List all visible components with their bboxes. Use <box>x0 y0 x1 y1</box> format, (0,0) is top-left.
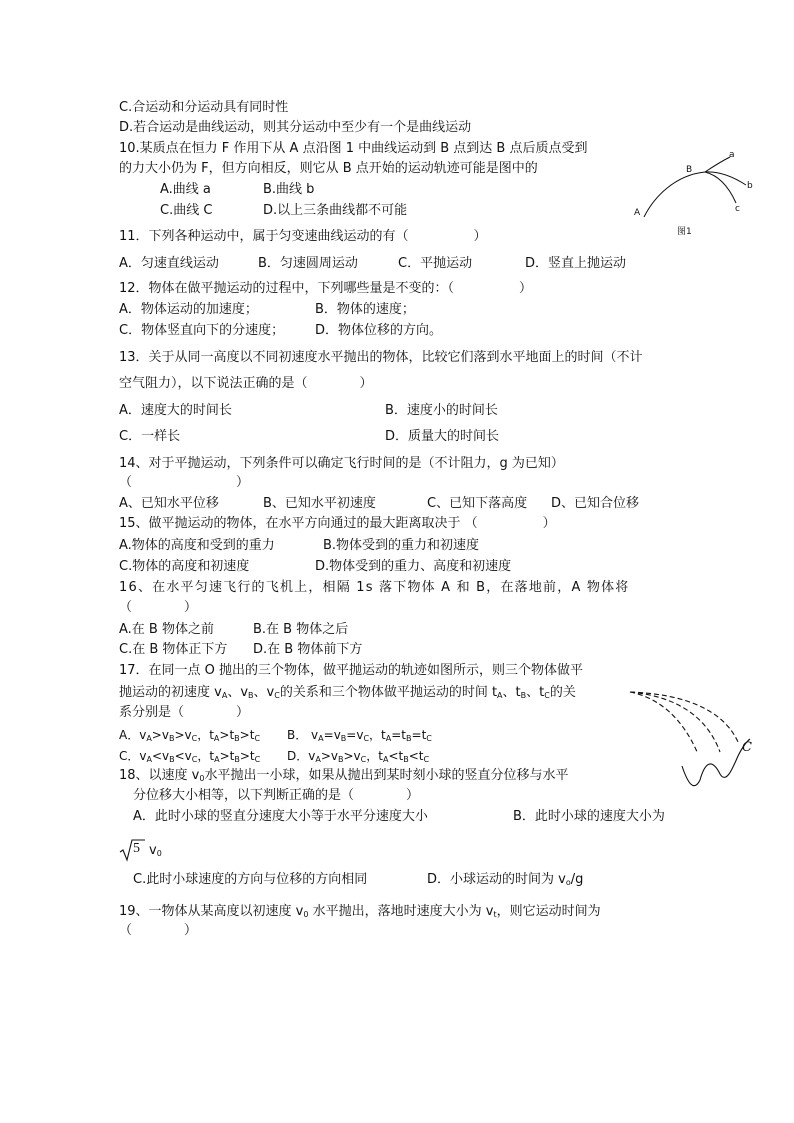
sqrt5-v0-expression <box>119 838 179 862</box>
q13-stem-2: 空气阻力），以下说法正确的是（ ） <box>119 376 373 391</box>
q17-stem-2: 抛运动的初速度 $v_A$、$v_B$、$v_C$的关系和三个物体做平抛运动的时间 $t_A$、$t_B$、$t_C$的关 <box>119 685 576 700</box>
q14-option-d: D、已知合位移 <box>551 496 640 511</box>
fig1-caption: 图1 <box>677 227 692 237</box>
q18-stem-2: 分位移大小相等，以下判断正确的是（ ） <box>133 788 420 803</box>
q15-option-d: D.物体受到的重力、高度和初速度 <box>315 559 512 574</box>
figure-1-curves <box>630 145 760 240</box>
q12-option-b: B．物体的速度； <box>315 302 415 317</box>
q19-blank: （ ） <box>119 923 198 938</box>
q17-option-d: D．$v_A>v_B>v_C$，$t_A<t_B<t_C$ <box>287 749 430 764</box>
q11-stem: 11．下列各种运动中，属于匀变速曲线运动的有（ ） <box>119 229 487 244</box>
q17-option-c: C．$v_A<v_B<v_C$，$t_A>t_B>t_C$ <box>119 749 261 764</box>
q15-option-b: B.物体受到的重力和初速度 <box>323 538 480 553</box>
q12-stem: 12．物体在做平抛运动的过程中，下列哪些量是不变的：（ ） <box>119 281 533 296</box>
q11-option-c: C．平抛运动 <box>398 256 473 271</box>
fig1-label-curve-c: c <box>735 204 740 214</box>
q10-option-a: A.曲线 a <box>160 182 211 197</box>
q17-option-a: A．$v_A>v_B>v_C$，$t_A>t_B>t_C$ <box>119 728 261 743</box>
q10-option-c: C.曲线 C <box>160 203 213 218</box>
q16-option-d: D.在 B 物体前下方 <box>253 642 363 657</box>
q13-option-c: C．一样长 <box>119 429 181 444</box>
q18-option-d: D．小球运动的时间为 $v_o/g$ <box>427 872 584 887</box>
q9-option-c: C.合运动和分运动具有同时性 <box>119 100 289 115</box>
fig1-label-curve-b: b <box>747 181 753 191</box>
q17-option-b: B． $v_A=v_B=v_C$，$t_A=t_B=t_C$ <box>287 728 432 743</box>
q19-stem: 19、一物体从某高度以初速度 $v_0$ 水平抛出，落地时速度大小为 $v_t$，则它运动时间为 <box>119 904 601 919</box>
q15-option-a: A.物体的高度和受到的重力 <box>119 538 275 553</box>
q18-option-c: C.此时小球速度的方向与位移的方向相同 <box>133 872 368 887</box>
figure-2-curves <box>628 684 758 794</box>
q16-option-b: B.在 B 物体之后 <box>253 622 349 637</box>
q10-option-d: D.以上三条曲线都不可能 <box>263 203 408 218</box>
q12-option-a: A．物体运动的加速度； <box>119 302 258 317</box>
q13-stem-1: 13．关于从同一高度以不同初速度水平抛出的物体，比较它们落到水平地面上的时间（不计 <box>119 350 643 365</box>
q14-stem: 14、对于平抛运动，下列条件可以确定飞行时间的是（不计阻力，g 为已知） <box>119 456 564 471</box>
q9-option-d: D.若合运动是曲线运动，则其分运动中至少有一个是曲线运动 <box>119 120 472 135</box>
q16-option-c: C.在 B 物体正下方 <box>119 642 228 657</box>
fig2-label-c: C <box>742 740 752 755</box>
q17-stem-1: 17．在同一点 O 抛出的三个物体，做平抛运动的轨迹如图所示，则三个物体做平 <box>119 663 584 678</box>
q13-option-a: A．速度大的时间长 <box>119 403 232 418</box>
q14-option-c: C、已知下落高度 <box>427 496 528 511</box>
sqrt-radicand: 5 <box>133 841 140 856</box>
q18-option-a: A．此时小球的竖直分速度大小等于水平分速度大小 <box>133 809 428 824</box>
q12-option-d: D．物体位移的方向。 <box>315 323 443 338</box>
q11-option-b: B．匀速圆周运动 <box>258 256 358 271</box>
v0-symbol: $v_0$ <box>149 843 162 858</box>
q15-stem: 15、做平抛运动的物体，在水平方向通过的最大距离取决于 （ ） <box>119 516 556 531</box>
q16-blank: （ ） <box>119 600 198 615</box>
q10-option-b: B.曲线 b <box>263 182 315 197</box>
q10-stem-1: 10.某质点在恒力 F 作用下从 A 点沿图 1 中曲线运动到 B 点到达 B 点后质点受到 <box>119 141 588 156</box>
q12-option-c: C．物体竖直向下的分速度； <box>119 323 285 338</box>
fig1-label-curve-a: a <box>729 150 735 160</box>
q17-stem-3: 系分别是（ ） <box>119 705 250 720</box>
q18-stem-1: 18、以速度 $v_0$水平抛出一小球，如果从抛出到某时刻小球的竖直分位移与水平 <box>119 768 569 783</box>
q14-blank: （ ） <box>119 475 250 490</box>
q15-option-c: C.物体的高度和初速度 <box>119 559 250 574</box>
q14-option-b: B、已知水平初速度 <box>263 496 376 511</box>
figure-1-trajectory <box>630 145 760 240</box>
q11-option-d: D．竖直上抛运动 <box>525 256 627 271</box>
q10-stem-2: 的力大小仍为 F，但方向相反，则它从 B 点开始的运动轨迹可能是图中的 <box>119 161 538 176</box>
q11-option-a: A．匀速直线运动 <box>119 256 219 271</box>
q14-option-a: A、已知水平位移 <box>119 496 219 511</box>
q13-option-d: D．质量大的时间长 <box>385 429 500 444</box>
fig1-label-a-point: A <box>634 208 641 218</box>
q13-option-b: B．速度小的时间长 <box>385 403 498 418</box>
fig1-label-b-point: B <box>686 165 693 175</box>
figure-2-trajectories <box>628 684 758 794</box>
q16-option-a: A.在 B 物体之前 <box>119 622 214 637</box>
q16-stem: 16、在水平匀速飞行的飞机上，相隔 1s 落下物体 A 和 B，在落地前，A 物体将 <box>119 580 630 595</box>
q18-option-b: B．此时小球的速度大小为 <box>513 809 665 824</box>
